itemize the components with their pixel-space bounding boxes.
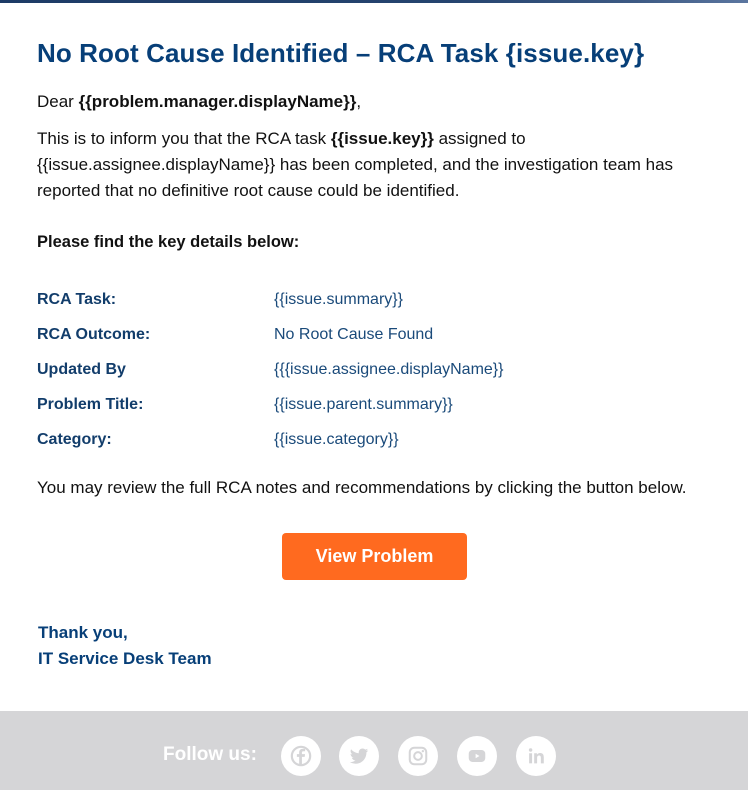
detail-label: RCA Task:: [37, 290, 117, 308]
linkedin-link[interactable]: [516, 736, 556, 776]
details-heading: Please find the key details below:: [37, 233, 300, 251]
follow-us-label: Follow us:: [163, 744, 257, 765]
detail-row-category: [37, 422, 637, 457]
linkedin-icon: [525, 745, 547, 767]
greeting-prefix: Dear: [37, 92, 79, 111]
detail-value: {{issue.category}}: [274, 430, 399, 448]
youtube-icon: [466, 745, 488, 767]
greeting: [37, 92, 361, 112]
signoff: [38, 620, 212, 672]
instagram-link[interactable]: [398, 736, 438, 776]
signoff-team: IT Service Desk Team: [38, 649, 212, 668]
detail-row-rca-outcome: [37, 317, 637, 352]
top-accent-bar: [0, 0, 748, 3]
detail-label: Updated By: [37, 360, 126, 378]
intro-text-1: This is to inform you that the RCA task: [37, 129, 331, 148]
intro-paragraph: [37, 126, 727, 204]
detail-row-problem-title: [37, 387, 637, 422]
intro-text-2: assigned to {{issue.assignee.displayName}} has been completed, and the investigation team has reported that no definitive root cause could be identified.: [37, 129, 674, 200]
instagram-icon: [407, 745, 429, 767]
detail-label: Category:: [37, 430, 112, 448]
facebook-icon: [290, 745, 312, 767]
intro-issue-key: {{issue.key}}: [330, 129, 434, 148]
detail-label: Problem Title:: [37, 395, 144, 413]
greeting-name: {{problem.manager.displayName}}: [78, 92, 357, 111]
twitter-link[interactable]: [339, 736, 379, 776]
view-problem-button[interactable]: View Problem: [282, 533, 467, 580]
detail-label: RCA Outcome:: [37, 325, 151, 343]
detail-value: {{{issue.assignee.displayName}}: [274, 360, 504, 378]
youtube-link[interactable]: [457, 736, 497, 776]
detail-value: No Root Cause Found: [274, 325, 434, 343]
signoff-thanks: Thank you,: [38, 623, 128, 642]
detail-value: {{issue.parent.summary}}: [274, 395, 453, 413]
greeting-suffix: ,: [356, 92, 362, 111]
details-table: [37, 282, 637, 457]
detail-row-rca-task: [37, 282, 637, 317]
review-text: You may review the full RCA notes and recommendations by clicking the button below.: [37, 478, 687, 497]
facebook-link[interactable]: [281, 736, 321, 776]
detail-value: {{issue.summary}}: [274, 290, 403, 308]
twitter-icon: [348, 745, 370, 767]
detail-row-updated-by: [37, 352, 637, 387]
email-title: No Root Cause Identified – RCA Task {issue.key}: [37, 38, 645, 68]
